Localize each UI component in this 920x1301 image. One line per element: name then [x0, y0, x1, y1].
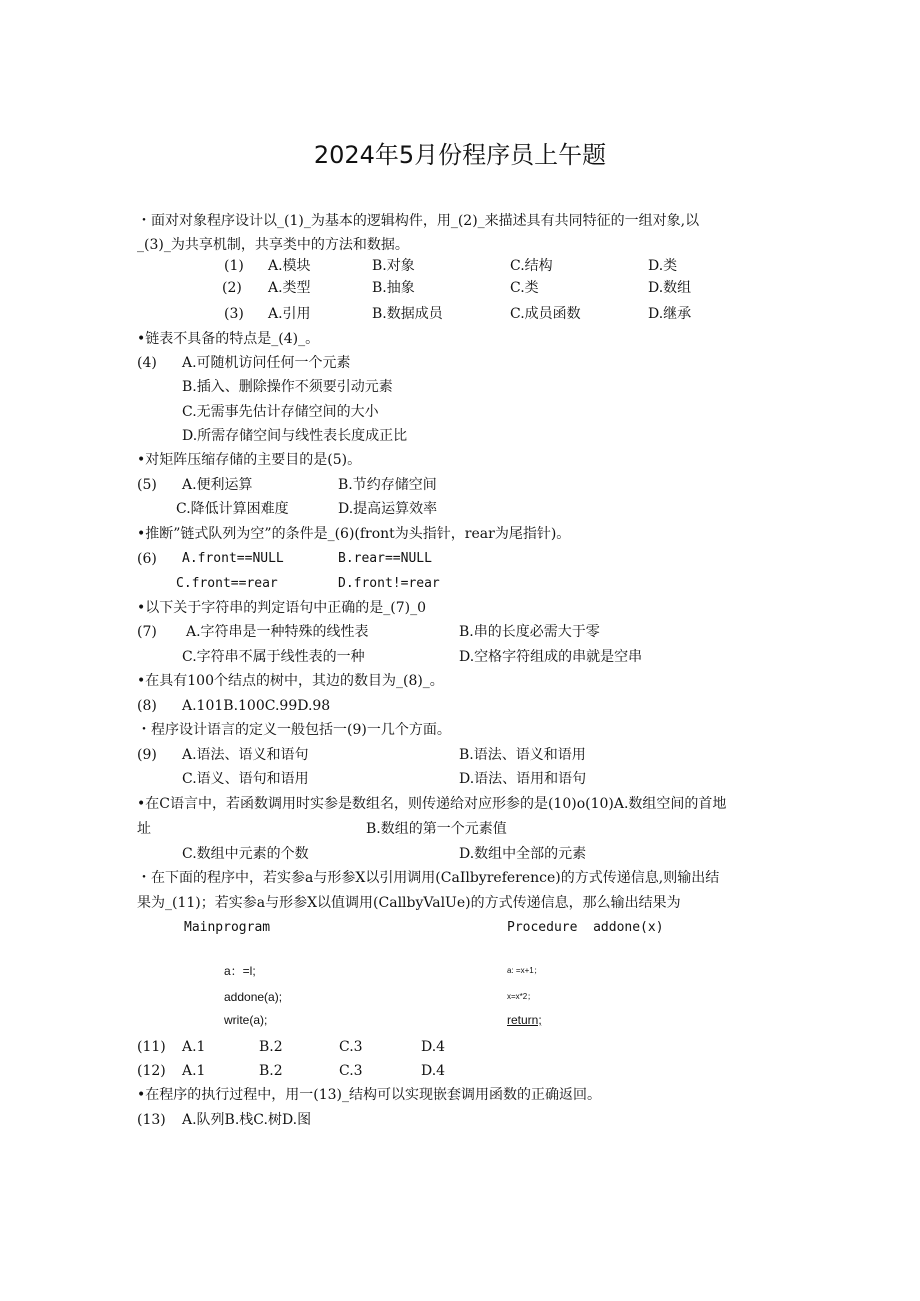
q13-stem: •在程序的执行过程中，用一(13)_结构可以实现嵌套调用函数的正确返回。 — [137, 1087, 601, 1103]
q2-option-b: B.抽象 — [372, 280, 415, 296]
q6-option-d: D.front!=rear — [338, 576, 440, 591]
q13-number: (13) — [137, 1112, 166, 1128]
main-program-label: Mainprogram — [184, 920, 271, 935]
q8-options: A.101B.100C.99D.98 — [182, 698, 331, 714]
q7-option-b: B.串的长度必需大于零 — [459, 624, 600, 640]
q1-option-a: A.模块 — [268, 258, 311, 274]
q9-option-c: C.语义、语句和语用 — [182, 771, 309, 787]
q2-number: (2) — [222, 280, 242, 296]
q5-option-b: B.节约存储空间 — [338, 477, 437, 493]
q11-number: (11) — [137, 1039, 166, 1055]
proc-code-line-3: return; — [507, 1013, 542, 1027]
q6-number: (6) — [137, 551, 157, 567]
q5-option-a: A.便利运算 — [182, 477, 253, 493]
q5-option-c: C.降低计算困难度 — [176, 501, 289, 517]
main-code-line-1: a：=l; — [224, 964, 256, 978]
q11-stem-line2: 果为_(11)；若实参a与形参X以值调用(CallbyValUe)的方式传递信息，那么输出结果为 — [137, 895, 681, 911]
q10-option-d: D.数组中全部的元素 — [459, 846, 587, 862]
q1-option-d: D.类 — [648, 258, 678, 274]
q1-number: (1) — [224, 258, 244, 274]
q8-number: (8) — [137, 698, 157, 714]
q3-number: (3) — [224, 306, 244, 322]
q6-option-a: A.front==NULL — [182, 551, 284, 566]
q3-option-b: B.数据成员 — [372, 306, 443, 322]
procedure-label: Procedure addone(x) — [507, 920, 664, 935]
q12-option-c: C.3 — [339, 1063, 363, 1079]
q6-option-c: C.front==rear — [176, 576, 278, 591]
q5-option-d: D.提高运算效率 — [338, 501, 438, 517]
q9-number: (9) — [137, 747, 157, 763]
q4-stem: •链表不具备的特点是_(4)_。 — [137, 331, 320, 347]
q10-option-c: C.数组中元素的个数 — [182, 846, 309, 862]
q3-option-a: A.引用 — [268, 306, 311, 322]
q9-option-d: D.语法、语用和语句 — [459, 771, 587, 787]
q9-option-b: B.语法、语义和语用 — [459, 747, 586, 763]
q7-option-d: D.空格字符组成的串就是空串 — [459, 649, 643, 665]
q1-option-c: C.结构 — [510, 258, 553, 274]
q11-stem-line1: ・在下面的程序中，若实参a与形参X以引用调用(CaIlbyreference)的方式传递信息,则输出结 — [137, 870, 720, 886]
q11-option-c: C.3 — [339, 1039, 363, 1055]
q7-number: (7) — [137, 624, 157, 640]
q10-stem-line1: •在C语言中，若函数调用时实参是数组名，则传递给对应形参的是(10)o(10)A.数组空间的首地 — [137, 796, 727, 812]
q11-option-b: B.2 — [259, 1039, 283, 1055]
q4-option-d: D.所需存储空间与线性表长度成正比 — [182, 428, 408, 444]
q4-option-a: A.可随机访问任何一个元素 — [182, 355, 351, 371]
q6-option-b: B.rear==NULL — [338, 551, 432, 566]
page-title: 2024年5月份程序员上午题 — [313, 141, 607, 169]
q12-number: (12) — [137, 1063, 166, 1079]
q1-stem-line1: ・面对对象程序设计以_(1)_为基本的逻辑构件，用_(2)_来描述具有共同特征的一组对象,以 — [137, 213, 700, 229]
q5-stem: •对矩阵压缩存储的主要目的是(5)。 — [137, 452, 362, 468]
q2-option-c: C.类 — [510, 280, 539, 296]
q12-option-b: B.2 — [259, 1063, 283, 1079]
q9-stem: ・程序设计语言的定义一般包括一(9)一几个方面。 — [137, 722, 451, 738]
q6-stem: •推断”链式队列为空”的条件是_(6)(front为头指针，rear为尾指针)。 — [137, 526, 571, 542]
q10-stem-line2: 址 — [137, 821, 151, 837]
q11-option-a: A.1 — [182, 1039, 206, 1055]
q2-option-d: D.数组 — [648, 280, 692, 296]
q7-option-a: A.字符串是一种特殊的线性表 — [186, 624, 369, 640]
q7-option-c: C.字符串不属于线性表的一种 — [182, 649, 365, 665]
q12-option-d: D.4 — [421, 1063, 446, 1079]
main-code-line-3: write(a); — [224, 1013, 268, 1027]
q5-number: (5) — [137, 477, 157, 493]
q13-options: A.队列B.栈C.树D.图 — [182, 1112, 312, 1128]
q2-option-a: A.类型 — [268, 280, 311, 296]
q4-option-c: C.无需事先估计存储空间的大小 — [182, 404, 379, 420]
q12-option-a: A.1 — [182, 1063, 206, 1079]
q8-stem: •在具有100个结点的树中，其边的数目为_(8)_。 — [137, 673, 444, 689]
q9-option-a: A.语法、语义和语句 — [182, 747, 309, 763]
main-code-line-2: addone(a); — [224, 990, 283, 1004]
q11-option-d: D.4 — [421, 1039, 446, 1055]
q1-option-b: B.对象 — [372, 258, 415, 274]
q1-stem-line2: _(3)_为共享机制，共享类中的方法和数据。 — [137, 237, 409, 253]
q4-number: (4) — [137, 355, 157, 371]
q3-option-c: C.成员函数 — [510, 306, 581, 322]
proc-code-line-1: a: =x+1； — [507, 966, 542, 975]
q4-option-b: B.插入、删除操作不须要引动元素 — [182, 379, 393, 395]
q7-stem: •以下关于字符串的判定语句中正确的是_(7)_0 — [137, 600, 426, 616]
q3-option-d: D.继承 — [648, 306, 692, 322]
proc-code-line-2: x=x*2； — [507, 992, 536, 1001]
q10-option-b: B.数组的第一个元素值 — [366, 821, 507, 837]
